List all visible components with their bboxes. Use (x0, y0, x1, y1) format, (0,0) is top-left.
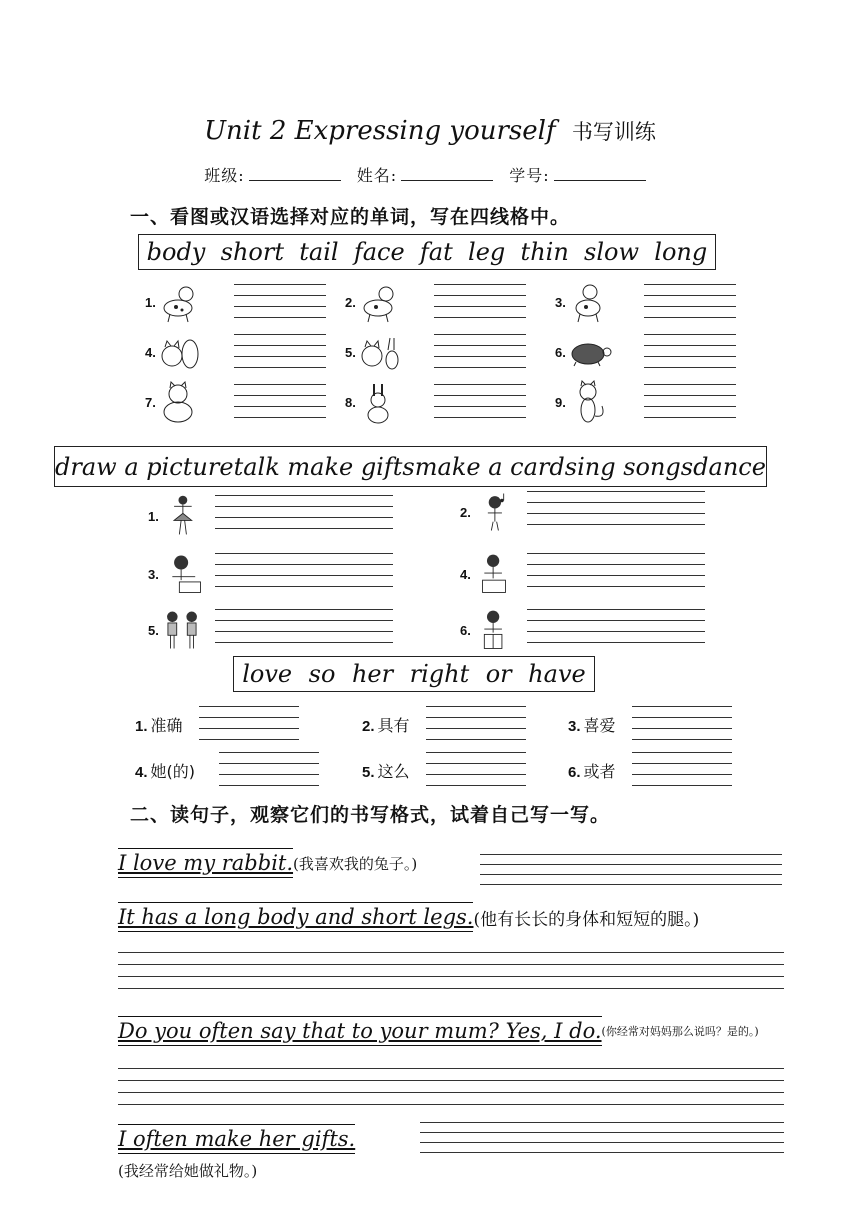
dog-picture-icon (156, 280, 202, 324)
drawing-girl-icon (159, 552, 205, 596)
word-bank-item: tail (299, 238, 339, 266)
writing-lines[interactable] (215, 609, 393, 651)
title-chinese: 书写训练 (571, 120, 656, 144)
writing-lines[interactable] (215, 495, 393, 537)
practice-lines[interactable] (480, 854, 782, 885)
picture-item (345, 280, 526, 324)
chinese-item (568, 752, 732, 788)
picture-item (145, 330, 326, 374)
word-bank-2 (54, 446, 767, 487)
word-bank-item: love (242, 660, 293, 688)
model-sentence (118, 1016, 759, 1046)
word-bank-item: body (146, 238, 206, 266)
chinese-translation: (我经常给她做礼物。) (118, 1162, 258, 1180)
item-number: 3. (555, 294, 566, 310)
model-sentence (118, 1124, 355, 1181)
chinese-word: 这么 (377, 761, 410, 781)
singing-girl-icon (471, 490, 517, 534)
writing-lines[interactable] (644, 284, 736, 320)
talking-boys-icon (159, 608, 205, 652)
english-sentence: It has a long body and short legs. (118, 905, 474, 929)
picture-item (148, 494, 393, 538)
writing-lines[interactable] (234, 284, 326, 320)
writing-lines[interactable] (426, 752, 526, 788)
chinese-word: 或者 (583, 761, 616, 781)
thin-cat-picture-icon (566, 380, 612, 424)
writing-lines[interactable] (199, 706, 299, 742)
item-number: 5. (345, 344, 356, 360)
picture-item (555, 330, 736, 374)
picture-item (460, 552, 705, 596)
item-number: 9. (555, 394, 566, 410)
practice-lines[interactable] (420, 1122, 784, 1153)
picture-item (555, 280, 736, 324)
dog-picture-icon (566, 280, 612, 324)
word-bank-item: leg (468, 238, 506, 266)
chinese-word: 她(的) (150, 761, 196, 781)
writing-lines[interactable] (644, 334, 736, 370)
item-number: 2. (362, 717, 375, 735)
turtle-picture-icon (566, 330, 612, 374)
part1-heading: 一、看图或汉语选择对应的单词，写在四线格中。 (130, 206, 571, 228)
writing-lines[interactable] (527, 553, 705, 595)
word-bank-item: or (485, 660, 512, 688)
writing-lines[interactable] (219, 752, 319, 788)
title-english: Unit 2 Expressing yourself (204, 116, 556, 146)
chinese-translation: (你经常对妈妈那么说吗？是的。) (601, 1025, 759, 1038)
word-bank-item: dance (693, 452, 766, 481)
picture-item (145, 380, 326, 424)
class-label: 班级: (204, 166, 245, 185)
writing-lines[interactable] (632, 706, 732, 742)
word-bank-item: right (409, 660, 470, 688)
student-info-row (0, 163, 860, 186)
writing-lines[interactable] (434, 384, 526, 420)
writing-lines[interactable] (215, 553, 393, 595)
dancing-girl-icon (159, 494, 205, 538)
item-number: 3. (148, 566, 159, 582)
word-bank-item: talk make gifts (233, 452, 415, 481)
word-bank-item: draw a picture (55, 452, 234, 481)
word-bank-item: make a card (414, 452, 565, 481)
english-sentence: Do you often say that to your mum? Yes, I do. (118, 1019, 602, 1043)
chinese-item (135, 752, 319, 788)
writing-lines[interactable] (234, 384, 326, 420)
number-label: 学号: (509, 166, 550, 185)
chinese-translation: (他有长长的身体和短短的腿。) (473, 909, 700, 930)
item-number: 3. (568, 717, 581, 735)
item-number: 5. (362, 763, 375, 781)
item-number: 1. (148, 508, 159, 524)
number-blank[interactable] (554, 166, 646, 181)
item-number: 6. (568, 763, 581, 781)
worksheet-title (0, 116, 860, 146)
part2-heading: 二、读句子，观察它们的书写格式，试着自己写一写。 (130, 804, 611, 826)
writing-lines[interactable] (434, 284, 526, 320)
writing-lines[interactable] (434, 334, 526, 370)
word-bank-item: thin (520, 238, 569, 266)
cat-rabbit-picture-icon (356, 330, 402, 374)
writing-lines[interactable] (644, 384, 736, 420)
word-bank-item: have (528, 660, 586, 688)
picture-item (345, 380, 526, 424)
word-bank-item: her (351, 660, 394, 688)
word-bank-1 (138, 234, 716, 270)
making-gifts-boy-icon (471, 608, 517, 652)
chinese-item (135, 706, 299, 742)
word-bank-item: long (654, 238, 708, 266)
model-sentence (118, 848, 417, 878)
item-number: 8. (345, 394, 356, 410)
word-bank-item: short (220, 238, 284, 266)
practice-lines[interactable] (118, 952, 784, 989)
cat-rabbit-picture-icon (156, 330, 202, 374)
word-bank-item: fat (419, 238, 453, 266)
item-number: 4. (145, 344, 156, 360)
practice-lines[interactable] (118, 1068, 784, 1105)
chinese-translation: (我喜欢我的兔子。) (293, 854, 418, 873)
class-blank[interactable] (249, 166, 341, 181)
picture-item (460, 490, 705, 534)
item-number: 4. (135, 763, 148, 781)
word-bank-item: so (308, 660, 336, 688)
chinese-item (568, 706, 732, 742)
item-number: 4. (460, 566, 471, 582)
english-sentence: I often make her gifts. (118, 1127, 356, 1151)
chinese-item (362, 752, 526, 788)
picture-item (148, 608, 393, 652)
picture-item (148, 552, 393, 596)
making-card-girl-icon (471, 552, 517, 596)
writing-lines[interactable] (632, 752, 732, 788)
item-number: 2. (460, 504, 471, 520)
fat-cat-picture-icon (156, 380, 202, 424)
word-bank-item: slow (584, 238, 640, 266)
writing-lines[interactable] (527, 609, 705, 651)
picture-item (460, 608, 705, 652)
picture-item (555, 380, 736, 424)
writing-lines[interactable] (426, 706, 526, 742)
item-number: 2. (345, 294, 356, 310)
chinese-word: 具有 (377, 715, 410, 735)
writing-lines[interactable] (527, 491, 705, 533)
item-number: 6. (555, 344, 566, 360)
item-number: 6. (460, 622, 471, 638)
word-bank-3 (233, 656, 595, 692)
english-sentence: I love my rabbit. (118, 851, 294, 875)
dog-picture-icon (356, 280, 402, 324)
writing-lines[interactable] (234, 334, 326, 370)
name-blank[interactable] (401, 166, 493, 181)
item-number: 5. (148, 622, 159, 638)
name-label: 姓名: (356, 166, 398, 185)
model-sentence (118, 902, 699, 932)
item-number: 1. (145, 294, 156, 310)
word-bank-item: sing songs (564, 452, 694, 481)
chinese-word: 准确 (150, 715, 183, 735)
item-number: 7. (145, 394, 156, 410)
chinese-item (362, 706, 526, 742)
word-bank-item: face (353, 238, 405, 266)
picture-item (145, 280, 326, 324)
picture-item (345, 330, 526, 374)
item-number: 1. (135, 717, 148, 735)
chinese-word: 喜爱 (583, 715, 616, 735)
rabbit-picture-icon (356, 380, 402, 424)
